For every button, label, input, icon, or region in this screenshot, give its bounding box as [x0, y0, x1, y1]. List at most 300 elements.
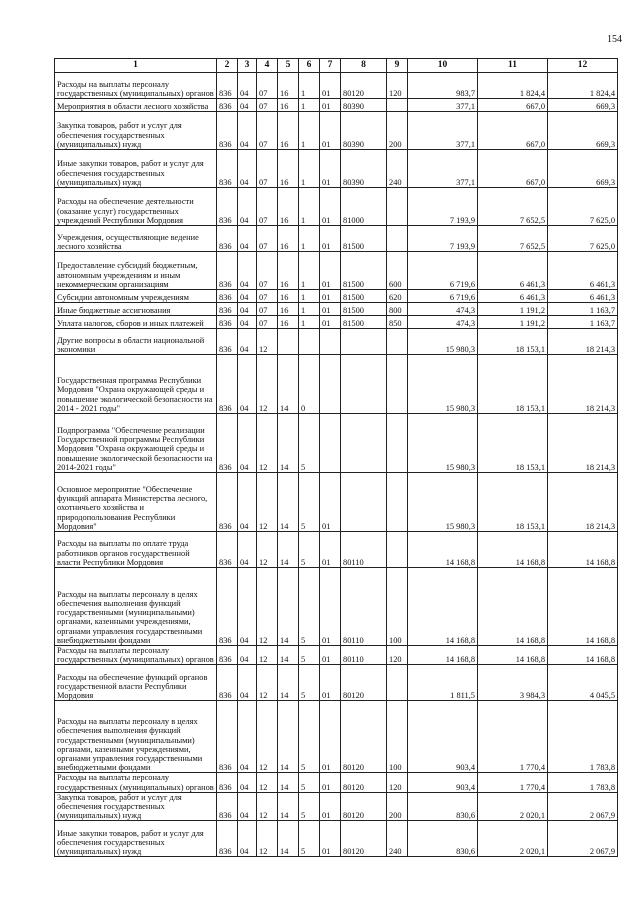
program-code: 16: [278, 188, 299, 226]
ministry-code: 836: [217, 303, 238, 316]
row-name: Расходы на обеспечение функций органов государственной власти Республики Мордовия: [55, 665, 217, 701]
amount-2020: 15 980,3: [408, 329, 478, 355]
subprogram-code: 1: [299, 150, 320, 188]
program-code: 16: [278, 303, 299, 316]
column-header: 5: [278, 59, 299, 73]
subprogram-code: 1: [299, 303, 320, 316]
section-code: 04: [238, 568, 257, 646]
event-code: 01: [320, 316, 341, 329]
amount-2020: 983,7: [408, 73, 478, 99]
program-code: 14: [278, 414, 299, 473]
event-code: 01: [320, 532, 341, 568]
amount-2022: 1 783,8: [548, 701, 618, 773]
column-header: 10: [408, 59, 478, 73]
direction-code: 80120: [341, 701, 387, 773]
program-code: 16: [278, 316, 299, 329]
program-code: 14: [278, 665, 299, 701]
amount-2020: 14 168,8: [408, 532, 478, 568]
subprogram-code: 5: [299, 792, 320, 821]
table-row: [55, 290, 618, 303]
ministry-code: 836: [217, 112, 238, 150]
budget-table: [54, 58, 618, 857]
amount-2022: 1 783,8: [548, 773, 618, 792]
expense-type-code: 100: [387, 568, 408, 646]
subsection-code: 07: [257, 99, 278, 112]
table-row: [55, 773, 618, 792]
amount-2021: 3 984,3: [478, 665, 548, 701]
event-code: [320, 414, 341, 473]
subsection-code: 12: [257, 665, 278, 701]
column-header: 9: [387, 59, 408, 73]
ministry-code: 836: [217, 414, 238, 473]
program-code: 14: [278, 773, 299, 792]
section-code: 04: [238, 792, 257, 821]
direction-code: 80120: [341, 773, 387, 792]
table-row: [55, 473, 618, 532]
direction-code: 81500: [341, 226, 387, 252]
amount-2021: 14 168,8: [478, 532, 548, 568]
ministry-code: 836: [217, 290, 238, 303]
expense-type-code: 200: [387, 112, 408, 150]
expense-type-code: [387, 414, 408, 473]
table-row: [55, 821, 618, 857]
event-code: 01: [320, 150, 341, 188]
amount-2020: 15 980,3: [408, 355, 478, 414]
row-name: Расходы на выплаты по оплате труда работников органов государственной власти Республики Мордовия: [55, 532, 217, 568]
ministry-code: 836: [217, 99, 238, 112]
expense-type-code: [387, 226, 408, 252]
subprogram-code: [299, 329, 320, 355]
subprogram-code: 5: [299, 568, 320, 646]
event-code: 01: [320, 821, 341, 857]
subprogram-code: 1: [299, 112, 320, 150]
expense-type-code: 800: [387, 303, 408, 316]
expense-type-code: [387, 355, 408, 414]
subsection-code: 12: [257, 792, 278, 821]
direction-code: 81500: [341, 252, 387, 290]
amount-2020: 377,1: [408, 99, 478, 112]
event-code: 01: [320, 252, 341, 290]
event-code: 01: [320, 112, 341, 150]
expense-type-code: 240: [387, 150, 408, 188]
column-header: 1: [55, 59, 217, 73]
event-code: 01: [320, 792, 341, 821]
amount-2022: 7 625,0: [548, 226, 618, 252]
event-code: 01: [320, 701, 341, 773]
amount-2021: 1 191,2: [478, 316, 548, 329]
direction-code: 80390: [341, 99, 387, 112]
row-name: Расходы на обеспечение деятельности (оказание услуг) государственных учреждений Республики Мордовия: [55, 188, 217, 226]
amount-2022: 7 625,0: [548, 188, 618, 226]
ministry-code: 836: [217, 821, 238, 857]
expense-type-code: [387, 188, 408, 226]
direction-code: 80110: [341, 646, 387, 665]
table-row: [55, 701, 618, 773]
section-code: 04: [238, 414, 257, 473]
amount-2022: 2 067,9: [548, 792, 618, 821]
amount-2022: 18 214,3: [548, 473, 618, 532]
program-code: 16: [278, 112, 299, 150]
row-name: Расходы на выплаты персоналу в целях обеспечения выполнения функций государственными (муниципальными) органами, казенными учреждениями, органами управления государственными внебюджетными фондами: [55, 568, 217, 646]
row-name: Иные закупки товаров, работ и услуг для обеспечения государственных (муниципальных) нужд: [55, 821, 217, 857]
amount-2021: 1 824,4: [478, 73, 548, 99]
expense-type-code: [387, 532, 408, 568]
amount-2021: 7 652,5: [478, 188, 548, 226]
amount-2021: 667,0: [478, 150, 548, 188]
row-name: Расходы на выплаты персоналу государственных (муниципальных) органов: [55, 73, 217, 99]
expense-type-code: [387, 329, 408, 355]
expense-type-code: 850: [387, 316, 408, 329]
row-name: Государственная программа Республики Мордовия "Охрана окружающей среды и повышение экологической безопасности на 2014 - 2021 годы": [55, 355, 217, 414]
direction-code: [341, 355, 387, 414]
amount-2022: 1 163,7: [548, 316, 618, 329]
subsection-code: 12: [257, 701, 278, 773]
amount-2020: 474,3: [408, 303, 478, 316]
amount-2022: 6 461,3: [548, 252, 618, 290]
section-code: 04: [238, 99, 257, 112]
event-code: 01: [320, 73, 341, 99]
program-code: 16: [278, 150, 299, 188]
direction-code: 80390: [341, 150, 387, 188]
amount-2022: 669,3: [548, 112, 618, 150]
subsection-code: 12: [257, 568, 278, 646]
amount-2022: 18 214,3: [548, 414, 618, 473]
table-row: [55, 73, 618, 99]
subprogram-code: 5: [299, 414, 320, 473]
program-code: 16: [278, 226, 299, 252]
amount-2021: 6 461,3: [478, 290, 548, 303]
ministry-code: 836: [217, 701, 238, 773]
section-code: 04: [238, 646, 257, 665]
expense-type-code: 200: [387, 792, 408, 821]
program-code: 14: [278, 473, 299, 532]
subsection-code: 07: [257, 112, 278, 150]
subprogram-code: 1: [299, 252, 320, 290]
subprogram-code: 5: [299, 821, 320, 857]
amount-2021: 667,0: [478, 112, 548, 150]
amount-2021: 1 191,2: [478, 303, 548, 316]
ministry-code: 836: [217, 150, 238, 188]
amount-2022: 1 824,4: [548, 73, 618, 99]
amount-2022: 669,3: [548, 99, 618, 112]
amount-2022: 669,3: [548, 150, 618, 188]
row-name: Расходы на выплаты персоналу в целях обеспечения выполнения функций государственными (муниципальными) органами, казенными учреждениями, органами управления государственными внебюджетными фондами: [55, 701, 217, 773]
row-name: Расходы на выплаты персоналу государственных (муниципальных) органов: [55, 646, 217, 665]
row-name: Закупка товаров, работ и услуг для обеспечения государственных (муниципальных) нужд: [55, 112, 217, 150]
event-code: 01: [320, 473, 341, 532]
table-row: [55, 252, 618, 290]
subprogram-code: 0: [299, 355, 320, 414]
section-code: 04: [238, 665, 257, 701]
amount-2020: 903,4: [408, 773, 478, 792]
section-code: 04: [238, 303, 257, 316]
program-code: 16: [278, 73, 299, 99]
subsection-code: 12: [257, 646, 278, 665]
expense-type-code: 120: [387, 773, 408, 792]
event-code: [320, 329, 341, 355]
ministry-code: 836: [217, 252, 238, 290]
section-code: 04: [238, 773, 257, 792]
program-code: 14: [278, 646, 299, 665]
amount-2020: 7 193,9: [408, 188, 478, 226]
subsection-code: 07: [257, 316, 278, 329]
table-row: [55, 99, 618, 112]
section-code: 04: [238, 473, 257, 532]
amount-2022: 18 214,3: [548, 355, 618, 414]
section-code: 04: [238, 150, 257, 188]
subsection-code: 07: [257, 290, 278, 303]
amount-2021: 1 770,4: [478, 701, 548, 773]
amount-2020: 830,6: [408, 821, 478, 857]
direction-code: [341, 414, 387, 473]
table-header-row: [55, 59, 618, 73]
amount-2022: 1 163,7: [548, 303, 618, 316]
section-code: 04: [238, 532, 257, 568]
amount-2020: 377,1: [408, 150, 478, 188]
amount-2022: 14 168,8: [548, 532, 618, 568]
subsection-code: 12: [257, 821, 278, 857]
amount-2021: 14 168,8: [478, 646, 548, 665]
amount-2020: 903,4: [408, 701, 478, 773]
amount-2021: 7 652,5: [478, 226, 548, 252]
table-row: [55, 303, 618, 316]
table-row: [55, 646, 618, 665]
subsection-code: 07: [257, 73, 278, 99]
amount-2021: 667,0: [478, 99, 548, 112]
amount-2022: 6 461,3: [548, 290, 618, 303]
amount-2020: 474,3: [408, 316, 478, 329]
table-row: [55, 355, 618, 414]
amount-2020: 377,1: [408, 112, 478, 150]
direction-code: 80110: [341, 568, 387, 646]
section-code: 04: [238, 290, 257, 303]
ministry-code: 836: [217, 568, 238, 646]
amount-2021: 18 153,1: [478, 473, 548, 532]
expense-type-code: 120: [387, 73, 408, 99]
direction-code: 80120: [341, 821, 387, 857]
direction-code: 80120: [341, 73, 387, 99]
section-code: 04: [238, 252, 257, 290]
amount-2020: 15 980,3: [408, 473, 478, 532]
subsection-code: 12: [257, 414, 278, 473]
amount-2020: 830,6: [408, 792, 478, 821]
ministry-code: 836: [217, 646, 238, 665]
expense-type-code: 600: [387, 252, 408, 290]
event-code: 01: [320, 188, 341, 226]
direction-code: 81000: [341, 188, 387, 226]
row-name: Подпрограмма "Обеспечение реализации Государственной программы Республики Мордовия "Охрана окружающей среды и повышение экологической безопасности на 2014-2021 годы": [55, 414, 217, 473]
subprogram-code: 1: [299, 188, 320, 226]
subsection-code: 12: [257, 532, 278, 568]
row-name: Иные бюджетные ассигнования: [55, 303, 217, 316]
row-name: Мероприятия в области лесного хозяйства: [55, 99, 217, 112]
expense-type-code: 100: [387, 701, 408, 773]
subprogram-code: 1: [299, 290, 320, 303]
event-code: 01: [320, 226, 341, 252]
ministry-code: 836: [217, 73, 238, 99]
row-name: Другие вопросы в области национальной экономики: [55, 329, 217, 355]
subsection-code: 12: [257, 329, 278, 355]
event-code: 01: [320, 568, 341, 646]
event-code: 01: [320, 665, 341, 701]
amount-2020: 6 719,6: [408, 290, 478, 303]
row-name: Субсидии автономным учреждениям: [55, 290, 217, 303]
event-code: 01: [320, 99, 341, 112]
expense-type-code: [387, 99, 408, 112]
expense-type-code: [387, 473, 408, 532]
amount-2021: 14 168,8: [478, 568, 548, 646]
section-code: 04: [238, 188, 257, 226]
subsection-code: 07: [257, 226, 278, 252]
column-header: 8: [341, 59, 387, 73]
table-row: [55, 329, 618, 355]
column-header: 4: [257, 59, 278, 73]
table-row: [55, 112, 618, 150]
column-header: 11: [478, 59, 548, 73]
row-name: Расходы на выплаты персоналу государственных (муниципальных) органов: [55, 773, 217, 792]
program-code: 14: [278, 701, 299, 773]
page-number: 154: [607, 34, 622, 45]
section-code: 04: [238, 355, 257, 414]
ministry-code: 836: [217, 355, 238, 414]
table-row: [55, 414, 618, 473]
ministry-code: 836: [217, 773, 238, 792]
table-row: [55, 150, 618, 188]
program-code: 16: [278, 99, 299, 112]
amount-2021: 18 153,1: [478, 355, 548, 414]
amount-2021: 1 770,4: [478, 773, 548, 792]
program-code: 14: [278, 821, 299, 857]
row-name: Иные закупки товаров, работ и услуг для обеспечения государственных (муниципальных) нужд: [55, 150, 217, 188]
event-code: 01: [320, 303, 341, 316]
expense-type-code: 620: [387, 290, 408, 303]
section-code: 04: [238, 73, 257, 99]
subprogram-code: 5: [299, 473, 320, 532]
subsection-code: 07: [257, 188, 278, 226]
subsection-code: 12: [257, 773, 278, 792]
subprogram-code: 5: [299, 773, 320, 792]
ministry-code: 836: [217, 792, 238, 821]
subsection-code: 07: [257, 252, 278, 290]
direction-code: 80120: [341, 665, 387, 701]
ministry-code: 836: [217, 316, 238, 329]
column-header: 12: [548, 59, 618, 73]
subsection-code: 07: [257, 303, 278, 316]
ministry-code: 836: [217, 329, 238, 355]
table-row: [55, 568, 618, 646]
column-header: 7: [320, 59, 341, 73]
direction-code: 80390: [341, 112, 387, 150]
section-code: 04: [238, 821, 257, 857]
subprogram-code: 5: [299, 532, 320, 568]
program-code: 14: [278, 792, 299, 821]
section-code: 04: [238, 112, 257, 150]
column-header: 2: [217, 59, 238, 73]
table-row: [55, 226, 618, 252]
direction-code: [341, 473, 387, 532]
program-code: 14: [278, 532, 299, 568]
direction-code: 81500: [341, 290, 387, 303]
ministry-code: 836: [217, 473, 238, 532]
expense-type-code: [387, 665, 408, 701]
event-code: 01: [320, 646, 341, 665]
subprogram-code: 1: [299, 73, 320, 99]
column-header: 6: [299, 59, 320, 73]
event-code: 01: [320, 290, 341, 303]
direction-code: 80110: [341, 532, 387, 568]
amount-2021: 6 461,3: [478, 252, 548, 290]
direction-code: 81500: [341, 316, 387, 329]
section-code: 04: [238, 316, 257, 329]
amount-2022: 14 168,8: [548, 568, 618, 646]
amount-2020: 14 168,8: [408, 568, 478, 646]
amount-2020: 14 168,8: [408, 646, 478, 665]
amount-2021: 18 153,1: [478, 414, 548, 473]
amount-2020: 6 719,6: [408, 252, 478, 290]
expense-type-code: 120: [387, 646, 408, 665]
table-row: [55, 532, 618, 568]
amount-2022: 18 214,3: [548, 329, 618, 355]
program-code: [278, 329, 299, 355]
column-header: 3: [238, 59, 257, 73]
subsection-code: 07: [257, 150, 278, 188]
subsection-code: 12: [257, 473, 278, 532]
direction-code: [341, 329, 387, 355]
section-code: 04: [238, 701, 257, 773]
row-name: Предоставление субсидий бюджетным, автономным учреждениям и иным некоммерческим организациям: [55, 252, 217, 290]
ministry-code: 836: [217, 532, 238, 568]
event-code: 01: [320, 773, 341, 792]
amount-2022: 14 168,8: [548, 646, 618, 665]
expense-type-code: 240: [387, 821, 408, 857]
ministry-code: 836: [217, 226, 238, 252]
section-code: 04: [238, 329, 257, 355]
table-row: [55, 792, 618, 821]
subprogram-code: 5: [299, 646, 320, 665]
amount-2020: 7 193,9: [408, 226, 478, 252]
direction-code: 80120: [341, 792, 387, 821]
subprogram-code: 5: [299, 701, 320, 773]
row-name: Уплата налогов, сборов и иных платежей: [55, 316, 217, 329]
subprogram-code: 1: [299, 99, 320, 112]
table-row: [55, 665, 618, 701]
subprogram-code: 1: [299, 316, 320, 329]
amount-2022: 2 067,9: [548, 821, 618, 857]
subsection-code: 12: [257, 355, 278, 414]
table-row: [55, 188, 618, 226]
amount-2021: 2 020,1: [478, 821, 548, 857]
amount-2021: 18 153,1: [478, 329, 548, 355]
program-code: 16: [278, 252, 299, 290]
row-name: Учреждения, осуществляющие ведение лесного хозяйства: [55, 226, 217, 252]
table-row: [55, 316, 618, 329]
amount-2022: 4 045,5: [548, 665, 618, 701]
program-code: 14: [278, 568, 299, 646]
program-code: 14: [278, 355, 299, 414]
direction-code: 81500: [341, 303, 387, 316]
row-name: Закупка товаров, работ и услуг для обеспечения государственных (муниципальных) нужд: [55, 792, 217, 821]
ministry-code: 836: [217, 665, 238, 701]
amount-2020: 1 811,5: [408, 665, 478, 701]
section-code: 04: [238, 226, 257, 252]
program-code: 16: [278, 290, 299, 303]
ministry-code: 836: [217, 188, 238, 226]
amount-2021: 2 020,1: [478, 792, 548, 821]
subprogram-code: 1: [299, 226, 320, 252]
row-name: Основное мероприятие "Обеспечение функций аппарата Министерства лесного, охотничьего хозяйства и природопользования Республики Мордовия": [55, 473, 217, 532]
amount-2020: 15 980,3: [408, 414, 478, 473]
subprogram-code: 5: [299, 665, 320, 701]
